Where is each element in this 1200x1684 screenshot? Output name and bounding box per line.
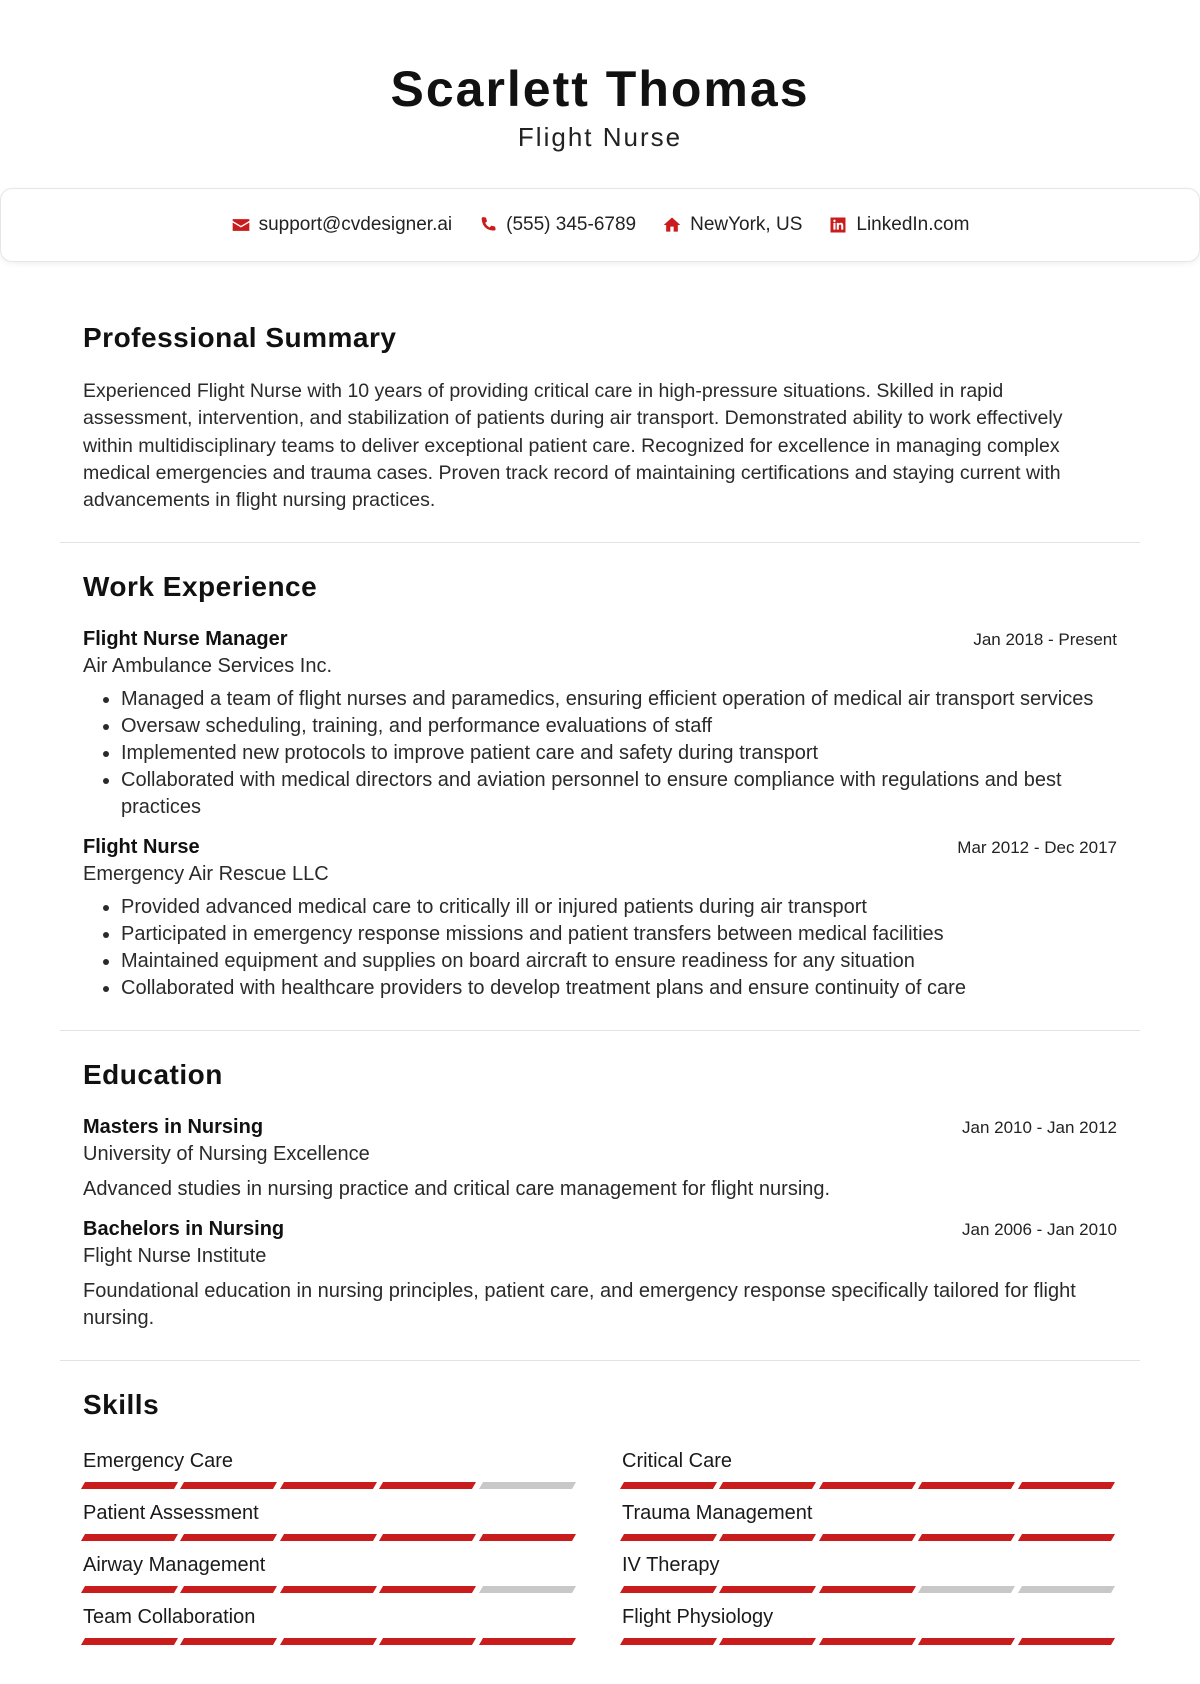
job-title: Flight Nurse: [83, 836, 200, 859]
skill-level-segment-filled: [819, 1586, 916, 1593]
contact-phone[interactable]: [478, 214, 636, 236]
skills-grid: [83, 1447, 1117, 1645]
skill-level-bar: [83, 1638, 576, 1645]
job-bullet: • Provided advanced medical care to critically ill or injured patients during air transport: [121, 894, 1117, 921]
contact-email[interactable]: [231, 214, 453, 236]
skill-item: [622, 1499, 1115, 1541]
skill-item: [83, 1499, 576, 1541]
skill-level-segment-filled: [620, 1482, 717, 1489]
job-title: Flight Nurse Manager: [83, 628, 288, 651]
skill-name: IV Therapy: [622, 1554, 720, 1577]
skill-level-segment-empty: [479, 1586, 576, 1593]
skill-level-segment-filled: [719, 1534, 816, 1541]
skill-item: [83, 1447, 576, 1489]
skill-name: Emergency Care: [83, 1450, 234, 1473]
skill-level-segment-filled: [719, 1638, 816, 1645]
skill-level-segment-filled: [620, 1638, 717, 1645]
skill-item: [83, 1551, 576, 1593]
candidate-name: Scarlett Thomas: [390, 61, 810, 117]
email-text: support@cvdesigner.ai: [258, 214, 453, 235]
skill-level-bar: [83, 1586, 576, 1593]
skill-item: [622, 1551, 1115, 1593]
job-bullets: [83, 686, 1117, 821]
skill-level-segment-filled: [81, 1586, 178, 1593]
skill-level-segment-filled: [1018, 1638, 1115, 1645]
resume-header: [0, 0, 1200, 154]
skill-level-segment-filled: [620, 1586, 717, 1593]
skill-level-segment-filled: [379, 1534, 476, 1541]
summary-text: Experienced Flight Nurse with 10 years of providing critical care in high-pressure situations. Skilled in rapid assessment, intervention, and stabilization of patients during air transport. Demonstrated ability to work effectively within multidisciplinary teams to deliver exceptional patient care. Recognized for excellence in managing complex medical emergencies and trauma cases. Proven track record of maintaining certifications and staying current with advancements in flight nursing practices.: [83, 380, 1063, 512]
skill-level-segment-filled: [180, 1638, 277, 1645]
skill-level-bar: [83, 1534, 576, 1541]
skill-name: Critical Care: [622, 1450, 733, 1473]
skill-level-segment-empty: [1018, 1586, 1115, 1593]
skill-level-segment-filled: [81, 1482, 178, 1489]
skill-level-segment-filled: [379, 1586, 476, 1593]
education-date: Jan 2010 - Jan 2012: [961, 1118, 1117, 1138]
skill-level-segment-filled: [479, 1638, 576, 1645]
skill-level-segment-filled: [819, 1638, 916, 1645]
phone-icon: [478, 215, 498, 235]
job-entry: [83, 833, 1117, 1002]
degree-title: Bachelors in Nursing: [83, 1218, 285, 1241]
skill-name: Airway Management: [83, 1554, 266, 1577]
education-description: Advanced studies in nursing practice and critical care management for flight nursing.: [83, 1178, 831, 1201]
skill-item: [83, 1603, 576, 1645]
job-bullet: • Collaborated with medical directors and aviation personnel to ensure compliance with regulations and best practices: [121, 767, 1117, 821]
envelope-icon: [231, 215, 251, 235]
home-icon: [662, 215, 682, 235]
skill-level-segment-filled: [918, 1638, 1015, 1645]
skill-level-segment-filled: [180, 1534, 277, 1541]
location-text: NewYork, US: [690, 214, 803, 235]
skills-title: Skills: [83, 1389, 160, 1421]
skill-level-segment-filled: [1018, 1534, 1115, 1541]
education-entry: [83, 1215, 1117, 1332]
job-entry: [83, 625, 1117, 821]
skill-level-segment-filled: [180, 1482, 277, 1489]
skill-level-segment-filled: [819, 1534, 916, 1541]
skill-level-segment-empty: [918, 1586, 1015, 1593]
skill-level-segment-filled: [918, 1534, 1015, 1541]
job-date: Mar 2012 - Dec 2017: [957, 838, 1117, 858]
education-title: Education: [83, 1059, 223, 1091]
skill-name: Team Collaboration: [83, 1606, 256, 1629]
school-name: Flight Nurse Institute: [83, 1245, 267, 1268]
skill-level-segment-filled: [819, 1482, 916, 1489]
job-date: Jan 2018 - Present: [973, 630, 1117, 650]
skill-level-bar: [622, 1534, 1115, 1541]
skill-level-segment-filled: [180, 1586, 277, 1593]
skills-section: [60, 1361, 1140, 1645]
job-bullet: • Maintained equipment and supplies on board aircraft to ensure readiness for any situation: [121, 948, 1117, 975]
skill-level-segment-filled: [379, 1482, 476, 1489]
candidate-role: Flight Nurse: [517, 122, 683, 152]
skill-level-segment-filled: [479, 1534, 576, 1541]
job-bullet: • Managed a team of flight nurses and paramedics, ensuring efficient operation of medical air transport services: [121, 686, 1117, 713]
job-bullet: • Participated in emergency response missions and patient transfers between medical facilities: [121, 921, 1117, 948]
skill-level-bar: [622, 1586, 1115, 1593]
skill-level-segment-filled: [719, 1482, 816, 1489]
work-title: Work Experience: [83, 571, 318, 603]
skill-name: Trauma Management: [622, 1502, 813, 1525]
resume-body: [60, 300, 1140, 1645]
skill-item: [622, 1603, 1115, 1645]
job-bullets: [83, 894, 1117, 1002]
contact-location: [662, 214, 802, 236]
skill-level-segment-filled: [379, 1638, 476, 1645]
linkedin-text: LinkedIn.com: [856, 214, 970, 235]
job-company: Emergency Air Rescue LLC: [83, 863, 329, 886]
job-bullet: • Collaborated with healthcare providers to develop treatment plans and ensure continuity of care: [121, 975, 1117, 1002]
skill-item: [622, 1447, 1115, 1489]
skill-level-segment-filled: [280, 1586, 377, 1593]
skill-level-segment-filled: [280, 1482, 377, 1489]
school-name: University of Nursing Excellence: [83, 1143, 370, 1166]
summary-title: Professional Summary: [83, 322, 397, 353]
job-bullet: • Oversaw scheduling, training, and performance evaluations of staff: [121, 713, 1117, 740]
skill-level-bar: [622, 1638, 1115, 1645]
education-entry: [83, 1113, 1117, 1203]
skill-name: Flight Physiology: [622, 1606, 774, 1629]
skill-level-segment-filled: [280, 1534, 377, 1541]
summary-section: [60, 300, 1140, 514]
skill-level-segment-filled: [81, 1638, 178, 1645]
skill-level-segment-filled: [280, 1638, 377, 1645]
skill-level-segment-filled: [81, 1534, 178, 1541]
phone-text: (555) 345-6789: [506, 214, 637, 235]
job-bullet: • Implemented new protocols to improve patient care and safety during transport: [121, 740, 1117, 767]
skill-level-segment-filled: [1018, 1482, 1115, 1489]
skill-level-segment-filled: [918, 1482, 1015, 1489]
contact-linkedin[interactable]: [828, 214, 969, 236]
education-date: Jan 2006 - Jan 2010: [961, 1220, 1117, 1240]
skill-name: Patient Assessment: [83, 1502, 259, 1525]
contact-bar: [0, 188, 1200, 262]
skill-level-bar: [622, 1482, 1115, 1489]
skill-level-segment-filled: [620, 1534, 717, 1541]
education-section: [60, 1031, 1140, 1332]
linkedin-icon: [828, 215, 848, 235]
work-section: [60, 543, 1140, 1002]
skill-level-segment-filled: [719, 1586, 816, 1593]
job-company: Air Ambulance Services Inc.: [83, 655, 332, 678]
skill-level-bar: [83, 1482, 576, 1489]
skill-level-segment-empty: [479, 1482, 576, 1489]
degree-title: Masters in Nursing: [83, 1116, 264, 1139]
education-description: Foundational education in nursing principles, patient care, and emergency response specifically tailored for flight nursing.: [83, 1280, 1076, 1330]
